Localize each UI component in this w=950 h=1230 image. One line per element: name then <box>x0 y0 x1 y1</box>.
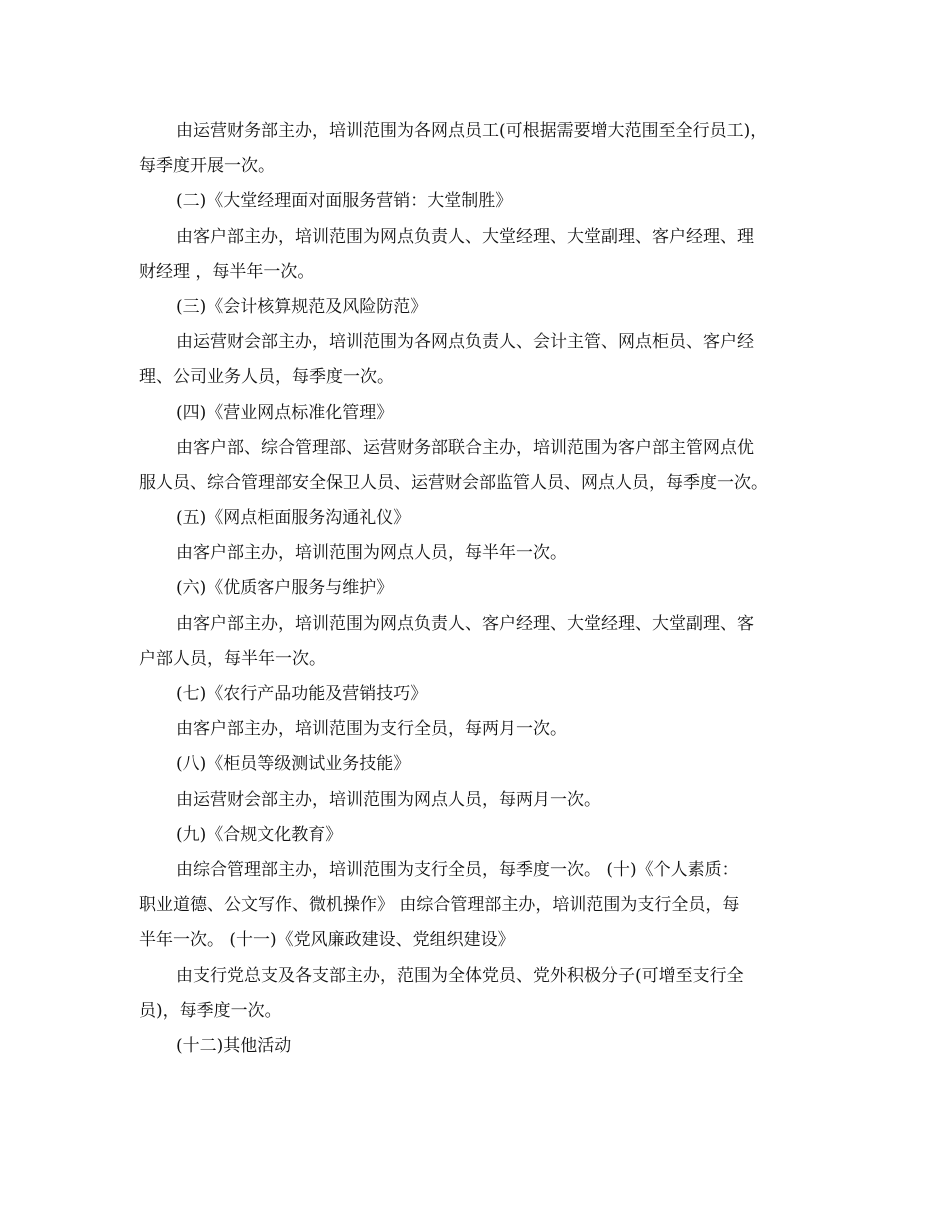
text-line: 由运营财会部主办，培训范围为网点人员，每两月一次。 <box>176 789 601 810</box>
text-line: (十二)其他活动 <box>176 1035 292 1056</box>
text-line: 由客户部主办，培训范围为支行全员，每两月一次。 <box>176 719 567 740</box>
text-line: (三)《会计核算规范及风险防范》 <box>176 296 428 317</box>
text-line: 由支行党总支及各支部主办，范围为全体党员、党外积极分子(可增至支行全 <box>176 965 744 986</box>
text-line: 每季度开展一次。 <box>139 156 275 177</box>
document-body <box>139 114 819 1064</box>
text-line: 由客户部主办，培训范围为网点负责人、客户经理、大堂经理、大堂副理、客 <box>176 613 754 634</box>
text-line: (七)《农行产品功能及营销技巧》 <box>176 684 428 704</box>
text-line: (五)《网点柜面服务沟通礼仪》 <box>176 508 411 529</box>
text-line: 由运营财务部主办，培训范围为各网点员工(可根据需要增大范围至全行员工)， <box>176 121 768 141</box>
text-line: 由客户部、综合管理部、运营财务部联合主办，培训范围为客户部主管网点优 <box>176 437 754 458</box>
text-line: (八)《柜员等级测试业务技能》 <box>176 754 411 775</box>
text-line: (二)《大堂经理面对面服务营销：大堂制胜》 <box>176 191 513 212</box>
text-line: (六)《优质客户服务与维护》 <box>176 578 394 599</box>
text-line: (九)《合规文化教育》 <box>176 824 343 845</box>
text-line: 户部人员，每半年一次。 <box>139 648 326 669</box>
text-line: 由客户部主办，培训范围为网点人员，每半年一次。 <box>176 543 567 564</box>
text-line: 财经理 ，每半年一次。 <box>139 261 315 282</box>
text-line: 职业道德、公文写作、微机操作》 由综合管理部主办，培训范围为支行全员，每 <box>139 895 740 916</box>
text-line: 由客户部主办，培训范围为网点负责人、大堂经理、大堂副理、客户经理、理 <box>176 226 754 247</box>
text-line: 服人员、综合管理部安全保卫人员、运营财会部监管人员、网点人员，每季度一次。 <box>139 472 768 493</box>
text-line: 员)，每季度一次。 <box>139 1000 282 1021</box>
text-line: 由运营财会部主办，培训范围为各网点负责人、会计主管、网点柜员、客户经 <box>176 332 754 353</box>
text-line: 由综合管理部主办，培训范围为支行全员，每季度一次。 (十)《个人素质： <box>176 859 739 880</box>
text-line: 半年一次。 (十一)《党风廉政建设、党组织建设》 <box>139 930 515 951</box>
text-line: 理、公司业务人员，每季度一次。 <box>139 367 394 388</box>
text-line: (四)《营业网点标准化管理》 <box>176 402 394 423</box>
